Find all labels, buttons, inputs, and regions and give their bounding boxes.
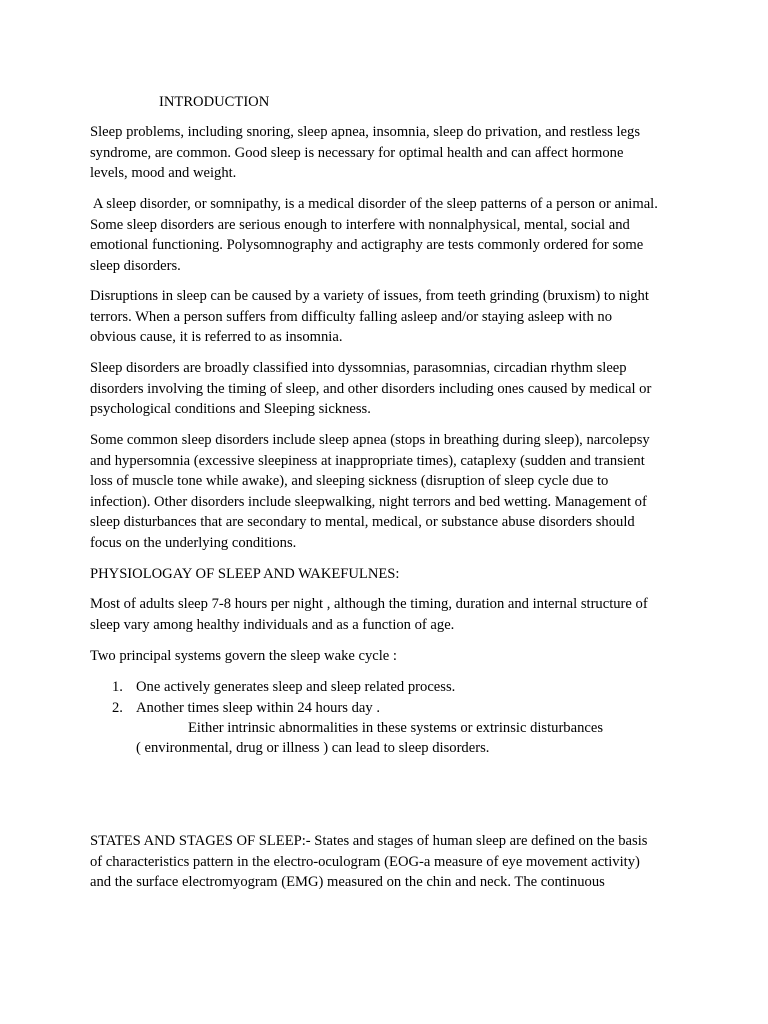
text-line: sleep disorders. <box>90 257 181 274</box>
text-line: Sleep disorders are broadly classified into dyssomnias, parasomnias, circadian rhythm sleep <box>90 360 627 376</box>
text-line: A sleep disorder, or somnipathy, is a medical disorder of the sleep patterns of a person or animal. <box>90 196 658 212</box>
list-item-number: 2. <box>112 700 123 716</box>
list-item-text: Another times sleep within 24 hours day . <box>136 700 381 716</box>
paragraph-states-and-stages <box>90 831 690 893</box>
paragraph-sleep-disorder-definition <box>90 194 690 276</box>
text-line: terrors. When a person suffers from difficulty falling asleep and/or staying asleep with no <box>90 308 612 325</box>
paragraph-classification <box>90 358 690 420</box>
text-line: focus on the underlying conditions. <box>90 534 297 551</box>
text-line: Some common sleep disorders include sleep apnea (stops in breathing during sleep), narcolepsy <box>90 432 650 448</box>
paragraph-disruptions <box>90 286 690 348</box>
note-text-line: ( environmental, drug or illness ) can lead to sleep disorders. <box>136 740 490 756</box>
note-text-line: Either intrinsic abnormalities in these systems or extrinsic disturbances <box>188 720 604 736</box>
text-line: Most of adults sleep 7-8 hours per night , although the timing, duration and internal structure of <box>90 596 648 612</box>
list-item-number: 1. <box>112 679 123 695</box>
text-line: psychological conditions and Sleeping sickness. <box>90 401 371 418</box>
text-line: emotional functioning. Polysomnography and actigraphy are tests commonly ordered for some <box>90 237 644 254</box>
text-line: Some sleep disorders are serious enough to interfere with nonnalphysical, mental, social and <box>90 216 630 233</box>
text-line: sleep vary among healthy individuals and as a function of age. <box>90 616 455 633</box>
paragraph-common-disorders <box>90 430 690 554</box>
text-line: sleep disturbances that are secondary to mental, medical, or substance abuse disorders should <box>90 514 635 531</box>
text-line: disorders involving the timing of sleep, and other disorders including ones caused by medical or <box>90 380 652 397</box>
section-heading-physiology: PHYSIOLOGAY OF SLEEP AND WAKEFULNES: <box>90 566 400 582</box>
text-line: obvious cause, it is referred to as insomnia. <box>90 329 343 346</box>
text-line: loss of muscle tone while awake), and sleeping sickness (disruption of sleep cycle due to <box>90 473 609 490</box>
paragraph-systems-intro: Two principal systems govern the sleep wake cycle : <box>90 648 397 664</box>
paragraph-sleep-problems <box>90 122 690 184</box>
text-line: Sleep problems, including snoring, sleep apnea, insomnia, sleep do privation, and restless legs <box>90 124 640 140</box>
paragraph-adult-sleep <box>90 594 690 635</box>
text-line: Disruptions in sleep can be caused by a variety of issues, from teeth grinding (bruxism) to night <box>90 288 649 304</box>
text-line: syndrome, are common. Good sleep is necessary for optimal health and can affect hormone <box>90 144 624 161</box>
text-line: of characteristics pattern in the electro-oculogram (EOG-a measure of eye movement activity) <box>90 853 640 870</box>
text-line: levels, mood and weight. <box>90 165 237 182</box>
text-line: and the surface electromyogram (EMG) measured on the chin and neck. The continuous <box>90 874 605 891</box>
list-item-text: One actively generates sleep and sleep related process. <box>136 679 456 695</box>
text-line: infection). Other disorders include sleepwalking, night terrors and bed wetting. Management of <box>90 493 647 510</box>
text-line: STATES AND STAGES OF SLEEP:- States and stages of human sleep are defined on the basis <box>90 833 648 849</box>
text-line: and hypersomnia (excessive sleepiness at inappropriate times), cataplexy (sudden and transient <box>90 452 645 469</box>
section-heading-introduction: INTRODUCTION <box>159 94 270 110</box>
